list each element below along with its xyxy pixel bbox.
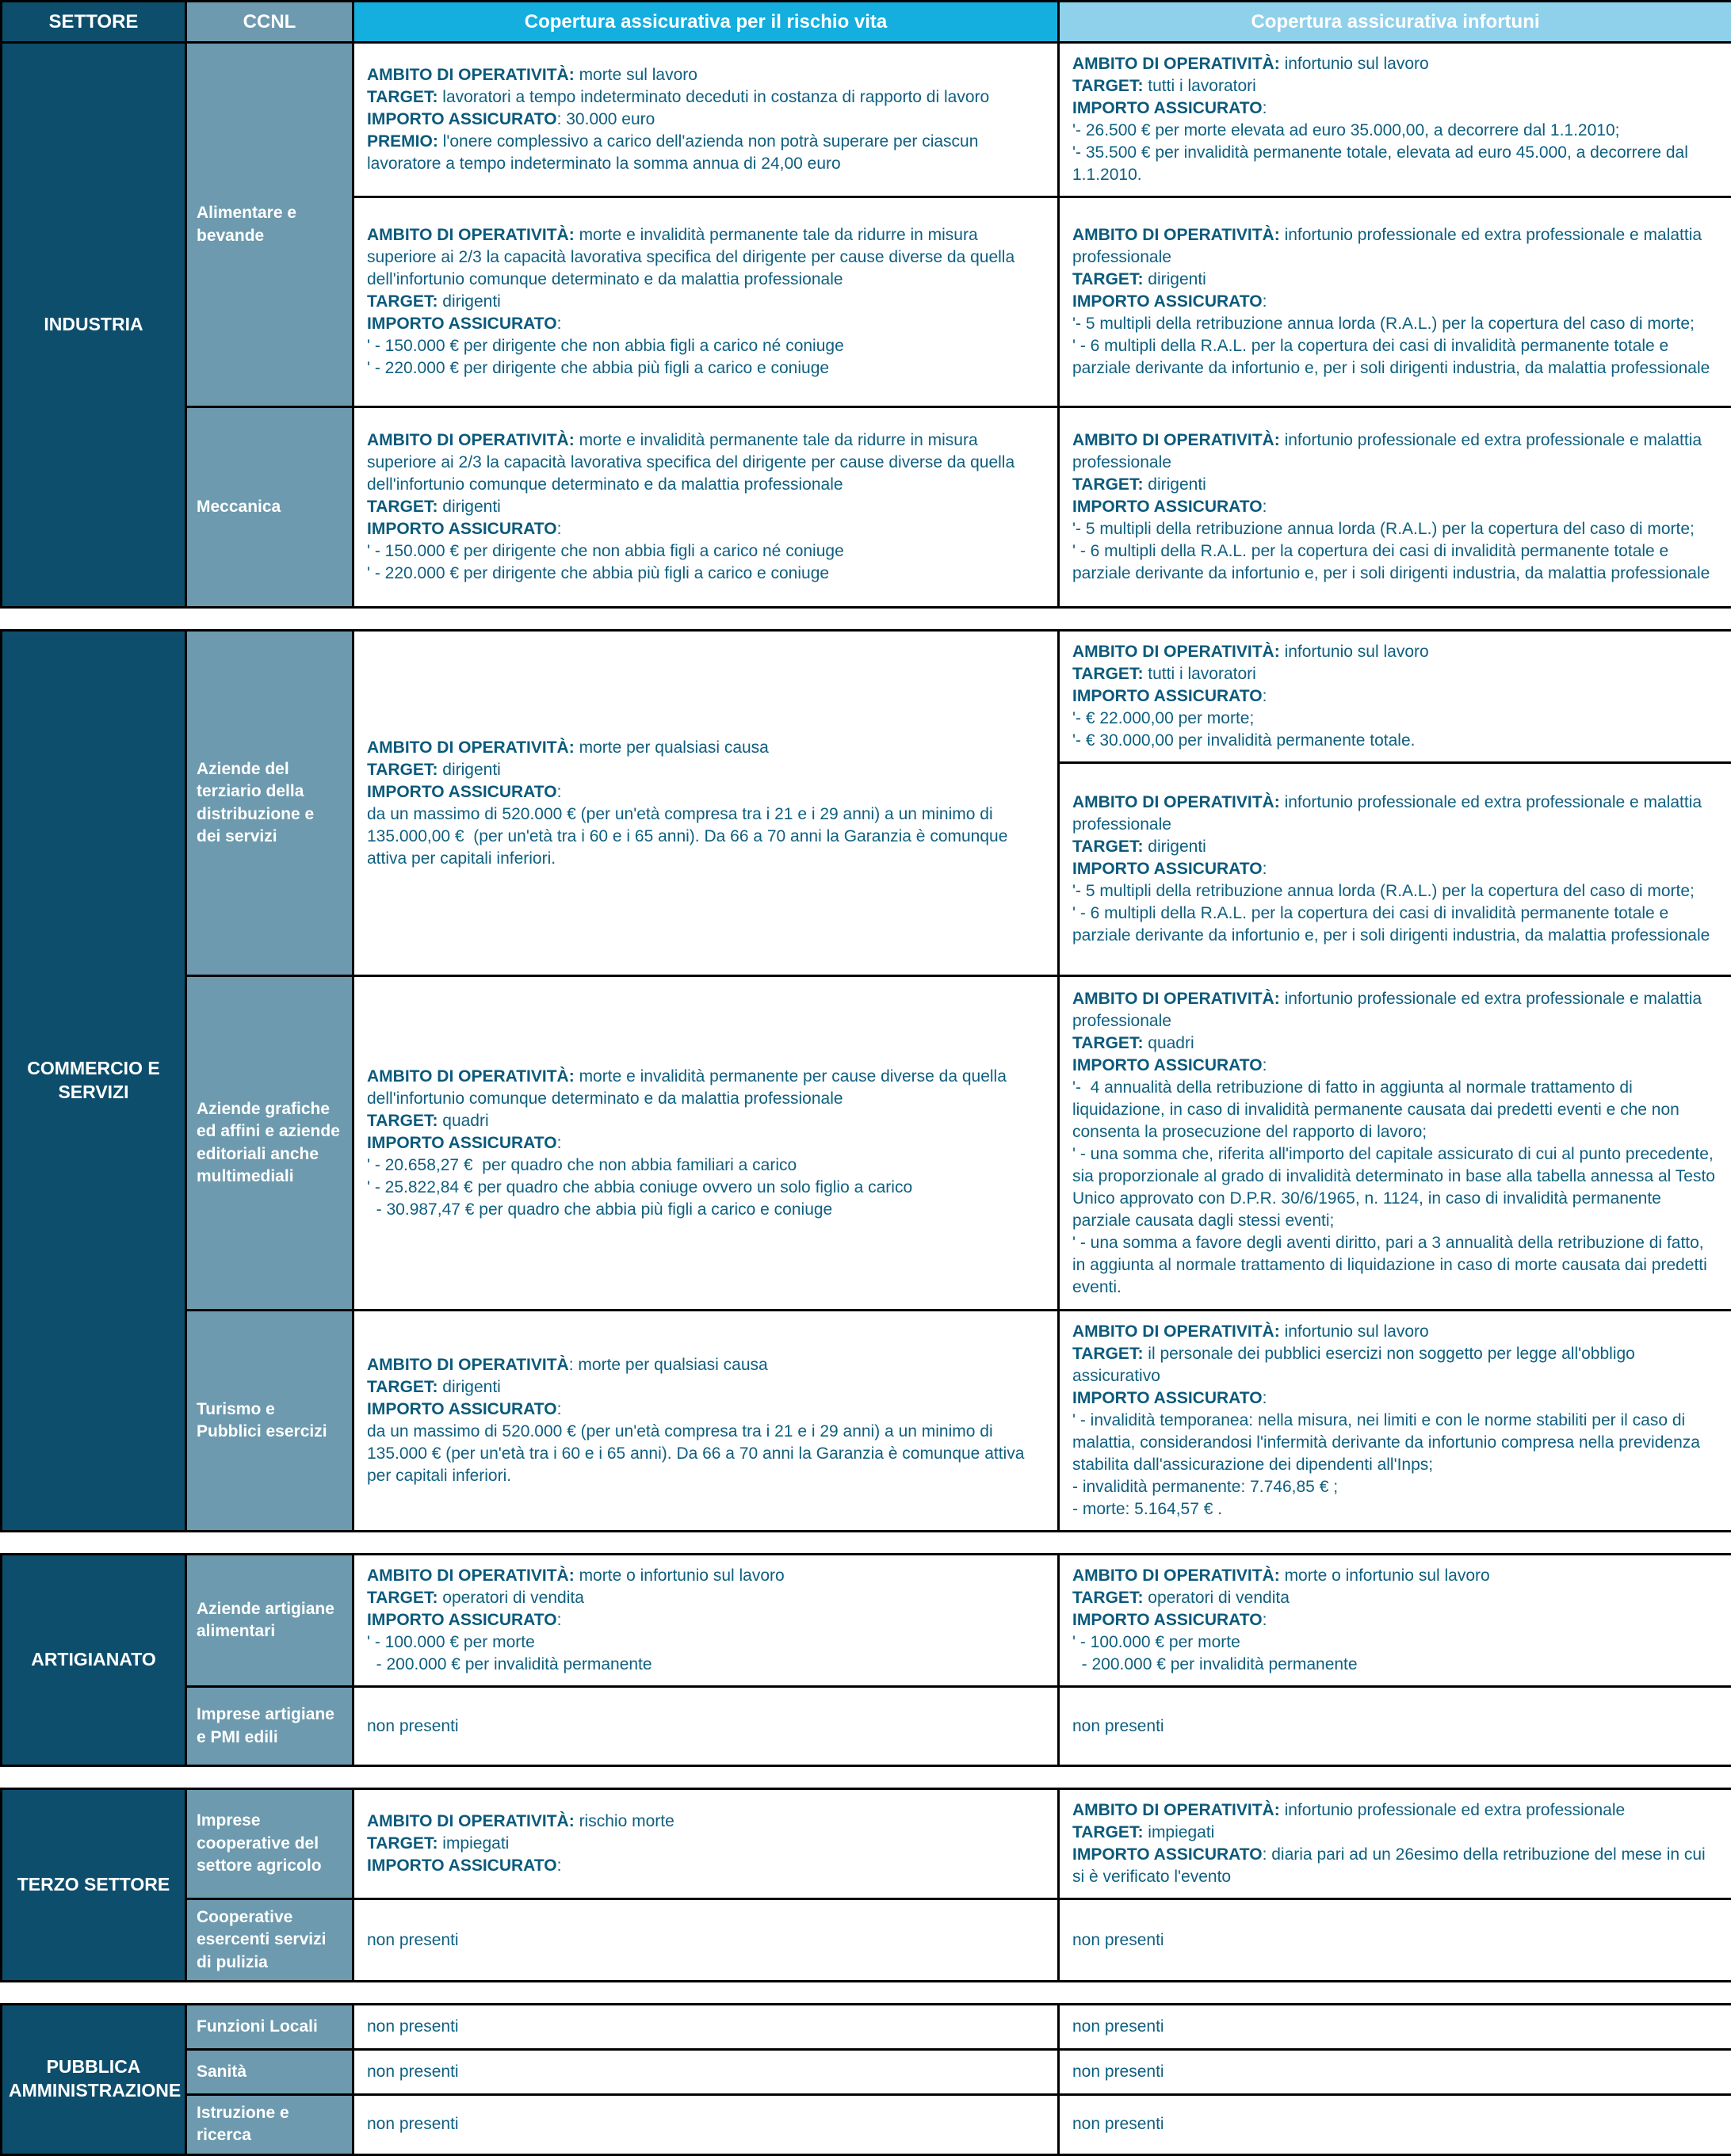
text-line: non presenti — [367, 1715, 1045, 1738]
cell-commercio-r1-infortuni-tutti — [1060, 632, 1731, 764]
text-line: '- 5 multipli della retribuzione annua lorda (R.A.L.) per la copertura del caso di morte; — [1072, 313, 1718, 335]
text-line: '- 35.500 € per invalidità permanente totale, elevata ad euro 45.000, a decorrere dal 1.1.2010. — [1072, 142, 1718, 186]
cell-commercio-r3-infortuni — [1059, 1311, 1731, 1532]
cell-artigianato-r1-vita — [353, 1555, 1059, 1687]
text-line: non presenti — [1072, 2061, 1718, 2083]
section-commercio-e-servizi — [0, 629, 1731, 1532]
ccnl-cell-terziario: Aziende del terziario della distribuzione e dei servizi — [186, 631, 353, 976]
text-line: AMBITO DI OPERATIVITÀ: morte per qualsiasi causa — [367, 737, 1045, 759]
text-line: IMPORTO ASSICURATO: — [1072, 1387, 1718, 1410]
cell-artigianato-r1-infortuni — [1059, 1555, 1731, 1687]
text-line: ' - 20.658,27 € per quadro che non abbia familiari a carico — [367, 1154, 1045, 1177]
text-line: TARGET: il personale dei pubblici esercizi non soggetto per legge all'obbligo assicurativo — [1072, 1343, 1718, 1387]
text-line: TARGET: dirigenti — [1072, 474, 1718, 496]
header-copertura-vita: Copertura assicurativa per il rischio vita — [353, 2, 1059, 43]
cell-pa-r1-vita — [353, 2005, 1059, 2050]
text-line: AMBITO DI OPERATIVITÀ: morte sul lavoro — [367, 64, 1045, 86]
ccnl-cell-cooperative-agricolo: Imprese cooperative del settore agricolo — [186, 1789, 353, 1899]
text-line: TARGET: dirigenti — [367, 496, 1045, 518]
text-line: ' - 6 multipli della R.A.L. per la copertura dei casi di invalidità permanente totale e parziale derivante da infortunio e, per i soli dirigenti industria, da malattia professionale — [1072, 902, 1718, 947]
text-line: ' - 100.000 € per morte — [1072, 1631, 1718, 1654]
text-line: non presenti — [367, 2061, 1045, 2083]
text-line: ' - una somma a favore degli aventi diritto, pari a 3 annualità della retribuzione di fatto, in aggiunta al normale trattamento di liquidazione in caso di morte causata dai predetti eventi. — [1072, 1232, 1718, 1299]
cell-industria-r2-infortuni — [1059, 197, 1731, 407]
text-line: ' - 6 multipli della R.A.L. per la copertura dei casi di invalidità permanente totale e parziale derivante da infortunio e, per i soli dirigenti industria, da malattia professionale — [1072, 540, 1718, 585]
text-line: TARGET: impiegati — [1072, 1822, 1718, 1844]
text-line: ' - 6 multipli della R.A.L. per la copertura dei casi di invalidità permanente totale e parziale derivante da infortunio e, per i soli dirigenti industria, da malattia professionale — [1072, 335, 1718, 380]
text-line: AMBITO DI OPERATIVITÀ: infortunio sul lavoro — [1072, 641, 1718, 663]
text-line: TARGET: dirigenti — [367, 1376, 1045, 1399]
cell-industria-r3-infortuni — [1059, 407, 1731, 608]
ccnl-cell-pmi-edili: Imprese artigiane e PMI edili — [186, 1687, 353, 1766]
text-line: non presenti — [367, 2113, 1045, 2135]
section-artigianato — [0, 1553, 1731, 1767]
text-line: non presenti — [367, 2016, 1045, 2038]
text-line: IMPORTO ASSICURATO: — [367, 1399, 1045, 1421]
cell-terzo-r2-vita — [353, 1899, 1059, 1982]
text-line: AMBITO DI OPERATIVITÀ: infortunio sul lavoro — [1072, 53, 1718, 75]
cell-terzo-r2-infortuni — [1059, 1899, 1731, 1982]
text-line: AMBITO DI OPERATIVITÀ: morte per qualsiasi causa — [367, 1354, 1045, 1376]
text-line: non presenti — [367, 1929, 1045, 1952]
text-line: AMBITO DI OPERATIVITÀ: morte e invalidità permanente tale da ridurre in misura superiore ai 2/3 la capacità lavorativa specifica del dirigente per cause diverse da quella dell'infortunio comunque determinato e da malattia professionale — [367, 224, 1045, 291]
cell-commercio-r2-infortuni — [1059, 976, 1731, 1311]
text-line: TARGET: dirigenti — [1072, 836, 1718, 858]
cell-commercio-r3-vita — [353, 1311, 1059, 1532]
text-line: '- € 30.000,00 per invalidità permanente totale. — [1072, 730, 1718, 752]
text-line: non presenti — [1072, 1929, 1718, 1952]
text-line: AMBITO DI OPERATIVITÀ: morte e invalidità permanente per cause diverse da quella dell'infortunio comunque determinato e da malattia professionale — [367, 1066, 1045, 1110]
text-line: ' - 150.000 € per dirigente che non abbia figli a carico né coniuge — [367, 335, 1045, 357]
text-line: IMPORTO ASSICURATO: — [1072, 858, 1718, 880]
text-line: TARGET: tutti i lavoratori — [1072, 75, 1718, 97]
cell-pa-r3-vita — [353, 2095, 1059, 2155]
sector-cell-pubblica-amministrazione: PUBBLICA AMMINISTRAZIONE — [2, 2005, 186, 2155]
cell-commercio-r1-infortuni — [1059, 631, 1731, 976]
text-line: AMBITO DI OPERATIVITÀ: rischio morte — [367, 1811, 1045, 1833]
text-line: '- 5 multipli della retribuzione annua lorda (R.A.L.) per la copertura del caso di morte; — [1072, 518, 1718, 540]
ccnl-cell-cooperative-pulizia: Cooperative esercenti servizi di pulizia — [186, 1899, 353, 1982]
text-line: non presenti — [1072, 2113, 1718, 2135]
cell-pa-r2-vita — [353, 2050, 1059, 2095]
text-line: IMPORTO ASSICURATO: 30.000 euro — [367, 109, 1045, 131]
text-line: IMPORTO ASSICURATO: — [1072, 291, 1718, 313]
ccnl-cell-sanita: Sanità — [186, 2050, 353, 2095]
text-line: TARGET: quadri — [1072, 1032, 1718, 1055]
cell-artigianato-r2-vita — [353, 1687, 1059, 1766]
cell-pa-r3-infortuni — [1059, 2095, 1731, 2155]
text-line: da un massimo di 520.000 € (per un'età compresa tra i 21 e i 29 anni) a un minimo di 135.000 € (per un'età tra i 60 e i 65 anni). Da 66 a 70 anni la Garanzia è comunque attiva per capitali inferiori. — [367, 1421, 1045, 1487]
text-line: TARGET: tutti i lavoratori — [1072, 663, 1718, 685]
text-line: TARGET: operatori di vendita — [367, 1587, 1045, 1609]
cell-commercio-r2-vita — [353, 976, 1059, 1311]
text-line: - 200.000 € per invalidità permanente — [367, 1654, 1045, 1676]
cell-industria-r1-vita — [353, 43, 1059, 197]
ccnl-cell-grafiche-editoriali: Aziende grafiche ed affini e aziende editoriali anche multimediali — [186, 976, 353, 1311]
text-line: IMPORTO ASSICURATO: — [367, 1855, 1045, 1877]
cell-artigianato-r2-infortuni — [1059, 1687, 1731, 1766]
ccnl-cell-artigiane-alimentari: Aziende artigiane alimentari — [186, 1555, 353, 1687]
text-line: ' - 220.000 € per dirigente che abbia più figli a carico e coniuge — [367, 563, 1045, 585]
text-line: AMBITO DI OPERATIVITÀ: morte o infortunio sul lavoro — [1072, 1565, 1718, 1587]
text-line: IMPORTO ASSICURATO: — [367, 781, 1045, 803]
text-line: - 30.987,47 € per quadro che abbia più figli a carico e coniuge — [367, 1199, 1045, 1221]
text-line: AMBITO DI OPERATIVITÀ: infortunio professionale ed extra professionale e malattia professionale — [1072, 988, 1718, 1032]
text-line: IMPORTO ASSICURATO: — [1072, 496, 1718, 518]
text-line: ' - 220.000 € per dirigente che abbia più figli a carico e coniuge — [367, 357, 1045, 380]
text-line: TARGET: lavoratori a tempo indeterminato deceduti in costanza di rapporto di lavoro — [367, 86, 1045, 109]
text-line: PREMIO: l'onere complessivo a carico dell'azienda non potrà superare per ciascun lavoratore a tempo indeterminato la somma annua di 24,00 euro — [367, 131, 1045, 175]
text-line: TARGET: quadri — [367, 1110, 1045, 1132]
text-line: AMBITO DI OPERATIVITÀ: infortunio professionale ed extra professionale e malattia professionale — [1072, 224, 1718, 269]
text-line: - morte: 5.164,57 € . — [1072, 1498, 1718, 1521]
ccnl-cell-funzioni-locali: Funzioni Locali — [186, 2005, 353, 2050]
sector-cell-commercio-e-servizi: COMMERCIO E SERVIZI — [2, 631, 186, 1532]
cell-commercio-r1-infortuni-dirigenti — [1060, 764, 1731, 975]
text-line: non presenti — [1072, 1715, 1718, 1738]
cell-terzo-r1-infortuni — [1059, 1789, 1731, 1899]
text-line: - invalidità permanente: 7.746,85 € ; — [1072, 1476, 1718, 1498]
text-line: ' - 150.000 € per dirigente che non abbia figli a carico né coniuge — [367, 540, 1045, 563]
sector-cell-artigianato: ARTIGIANATO — [2, 1555, 186, 1766]
text-line: '- 4 annualità della retribuzione di fatto in aggiunta al normale trattamento di liquidazione, in caso di invalidità permanente causata dai predetti eventi e che non consenta la prosecuzione del rapporto di lavoro; — [1072, 1077, 1718, 1143]
cell-pa-r2-infortuni — [1059, 2050, 1731, 2095]
sector-cell-terzo-settore: TERZO SETTORE — [2, 1789, 186, 1982]
text-line: IMPORTO ASSICURATO: — [367, 1132, 1045, 1154]
text-line: non presenti — [1072, 2016, 1718, 2038]
text-line: IMPORTO ASSICURATO: — [1072, 685, 1718, 708]
table-header — [0, 0, 1731, 44]
text-line: TARGET: dirigenti — [1072, 269, 1718, 291]
section-pubblica-amministrazione — [0, 2003, 1731, 2156]
cell-pa-r1-infortuni — [1059, 2005, 1731, 2050]
cell-terzo-r1-vita — [353, 1789, 1059, 1899]
ccnl-cell-turismo-pubblici-esercizi: Turismo e Pubblici esercizi — [186, 1311, 353, 1532]
text-line: AMBITO DI OPERATIVITÀ: infortunio professionale ed extra professionale e malattia professionale — [1072, 429, 1718, 474]
text-line: AMBITO DI OPERATIVITÀ: infortunio professionale ed extra professionale e malattia professionale — [1072, 792, 1718, 836]
text-line: IMPORTO ASSICURATO: — [1072, 97, 1718, 120]
cell-industria-r1-infortuni — [1059, 43, 1731, 197]
section-industria — [0, 41, 1731, 609]
text-line: da un massimo di 520.000 € (per un'età compresa tra i 21 e i 29 anni) a un minimo di 135.000,00 € (per un'età tra i 60 e i 65 anni). Da 66 a 70 anni la Garanzia è comunque attiva per capitali inferiori. — [367, 803, 1045, 870]
text-line: IMPORTO ASSICURATO: diaria pari ad un 26esimo della retribuzione del mese in cui si è verificato l'evento — [1072, 1844, 1718, 1888]
cell-industria-r3-vita — [353, 407, 1059, 608]
text-line: ' - una somma che, riferita all'importo del capitale assicurato di cui al punto precedente, sia proporzionale al grado di invalidità determinato in base alla tabella annessa al Testo Unico approvato con D.P.R. 30/6/1965, n. 1124, in caso di invalidità permanente parziale causata dagli stessi eventi; — [1072, 1143, 1718, 1232]
text-line: AMBITO DI OPERATIVITÀ: morte o infortunio sul lavoro — [367, 1565, 1045, 1587]
cell-commercio-r1-vita — [353, 631, 1059, 976]
ccnl-cell-meccanica: Meccanica — [186, 407, 353, 608]
text-line: TARGET: dirigenti — [367, 759, 1045, 781]
header-ccnl: CCNL — [186, 2, 353, 43]
text-line: IMPORTO ASSICURATO: — [367, 1609, 1045, 1631]
ccnl-cell-istruzione-ricerca: Istruzione e ricerca — [186, 2095, 353, 2155]
text-line: TARGET: impiegati — [367, 1833, 1045, 1855]
text-line: '- 26.500 € per morte elevata ad euro 35.000,00, a decorrere dal 1.1.2010; — [1072, 120, 1718, 142]
text-line: ' - 100.000 € per morte — [367, 1631, 1045, 1654]
text-line: ' - 25.822,84 € per quadro che abbia coniuge ovvero un solo figlio a carico — [367, 1177, 1045, 1199]
section-terzo-settore — [0, 1788, 1731, 1982]
text-line: AMBITO DI OPERATIVITÀ: morte e invalidità permanente tale da ridurre in misura superiore ai 2/3 la capacità lavorativa specifica del dirigente per cause diverse da quella dell'infortunio comunque determinato e da malattia professionale — [367, 429, 1045, 496]
text-line: ' - invalidità temporanea: nella misura, nei limiti e con le norme stabiliti per il caso di malattia, considerandosi l'infermità derivante da infortunio compresa nella previdenza stabilita dall'assicurazione dei dipendenti all'Inps; — [1072, 1410, 1718, 1476]
text-line: TARGET: dirigenti — [367, 291, 1045, 313]
text-line: - 200.000 € per invalidità permanente — [1072, 1654, 1718, 1676]
text-line: AMBITO DI OPERATIVITÀ: infortunio professionale ed extra professionale — [1072, 1799, 1718, 1822]
header-settore: SETTORE — [2, 2, 186, 43]
text-line: '- 5 multipli della retribuzione annua lorda (R.A.L.) per la copertura del caso di morte; — [1072, 880, 1718, 902]
sector-cell-industria: INDUSTRIA — [2, 43, 186, 608]
header-copertura-infortuni: Copertura assicurativa infortuni — [1059, 2, 1731, 43]
text-line: IMPORTO ASSICURATO: — [367, 313, 1045, 335]
text-line: '- € 22.000,00 per morte; — [1072, 708, 1718, 730]
text-line: AMBITO DI OPERATIVITÀ: infortunio sul lavoro — [1072, 1321, 1718, 1343]
cell-industria-r2-vita — [353, 197, 1059, 407]
text-line: TARGET: operatori di vendita — [1072, 1587, 1718, 1609]
text-line: IMPORTO ASSICURATO: — [1072, 1055, 1718, 1077]
text-line: IMPORTO ASSICURATO: — [1072, 1609, 1718, 1631]
text-line: IMPORTO ASSICURATO: — [367, 518, 1045, 540]
ccnl-cell-alimentare-e-bevande: Alimentare e bevande — [186, 43, 353, 407]
